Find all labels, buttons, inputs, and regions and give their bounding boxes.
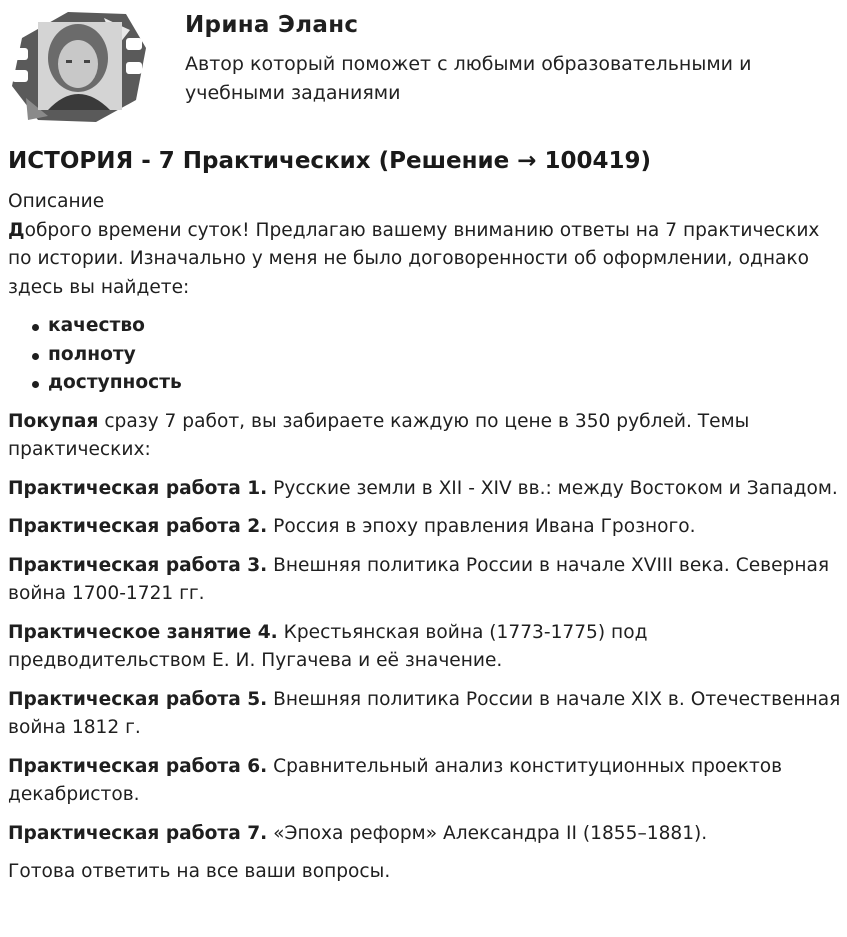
work-label: Практическая работа 5.: [8, 688, 268, 710]
author-card: [8, 8, 839, 128]
work-text: Крестьянская война (1773-1775) под предводительством Е. И. Пугачева и её значение.: [8, 621, 648, 671]
intro-first-letter: Д: [8, 219, 25, 241]
work-text: Внешняя политика России в начале XVIII века. Северная война 1700-1721 гг.: [8, 554, 830, 604]
list-item: качество: [28, 312, 843, 341]
work-text: Россия в эпоху правления Ивана Грозного.: [267, 516, 696, 537]
purchase-bold: Покупая: [8, 410, 99, 432]
features-list: [28, 312, 843, 398]
work-item-2: [8, 513, 843, 542]
work-label: Практическая работа 1.: [8, 477, 268, 499]
work-label: Практическая работа 7.: [8, 822, 268, 844]
list-item: полноту: [28, 341, 843, 370]
purchase-text: сразу 7 работ, вы забираете каждую по цене в 350 рублей. Темы практических:: [8, 410, 750, 460]
page-title: ИСТОРИЯ - 7 Практических (Решение → 100419): [8, 148, 652, 174]
intro-paragraph: [8, 217, 843, 303]
work-label: Практическая работа 2.: [8, 516, 268, 537]
work-item-5: [8, 686, 843, 743]
work-text: Внешняя политика России в начале XIX в. Отечественная война 1812 г.: [8, 688, 841, 738]
author-avatar[interactable]: [8, 8, 150, 126]
closing-text: Готова ответить на все ваши вопросы.: [8, 861, 391, 882]
intro-text: оброго времени суток! Предлагаю вашему вниманию ответы на 7 практических по истории. Изначально у меня не было договоренности об оформлении, однако здесь вы найдете:: [8, 219, 820, 298]
author-name[interactable]: Ирина Эланс: [185, 12, 359, 38]
list-item: доступность: [28, 369, 843, 398]
work-item-1: [8, 475, 843, 504]
work-item-4: [8, 619, 843, 676]
work-label: Практическая работа 3.: [8, 554, 268, 576]
work-label: Практическая работа 6.: [8, 755, 268, 777]
work-text: Русские земли в XII - XIV вв.: между Востоком и Западом.: [267, 477, 838, 499]
author-description: Автор который поможет с любыми образовательными и учебными заданиями: [185, 53, 752, 104]
work-item-7: [8, 820, 843, 849]
description-label: Описание: [8, 191, 105, 212]
work-item-3: [8, 552, 843, 609]
work-text: Сравнительный анализ конституционных проектов декабристов.: [8, 755, 783, 805]
description-section: [8, 188, 843, 887]
work-item-6: [8, 753, 843, 810]
purchase-paragraph: [8, 408, 843, 465]
work-label: Практическое занятие 4.: [8, 621, 278, 643]
work-text: «Эпоха реформ» Александра II (1855–1881).: [267, 822, 708, 844]
